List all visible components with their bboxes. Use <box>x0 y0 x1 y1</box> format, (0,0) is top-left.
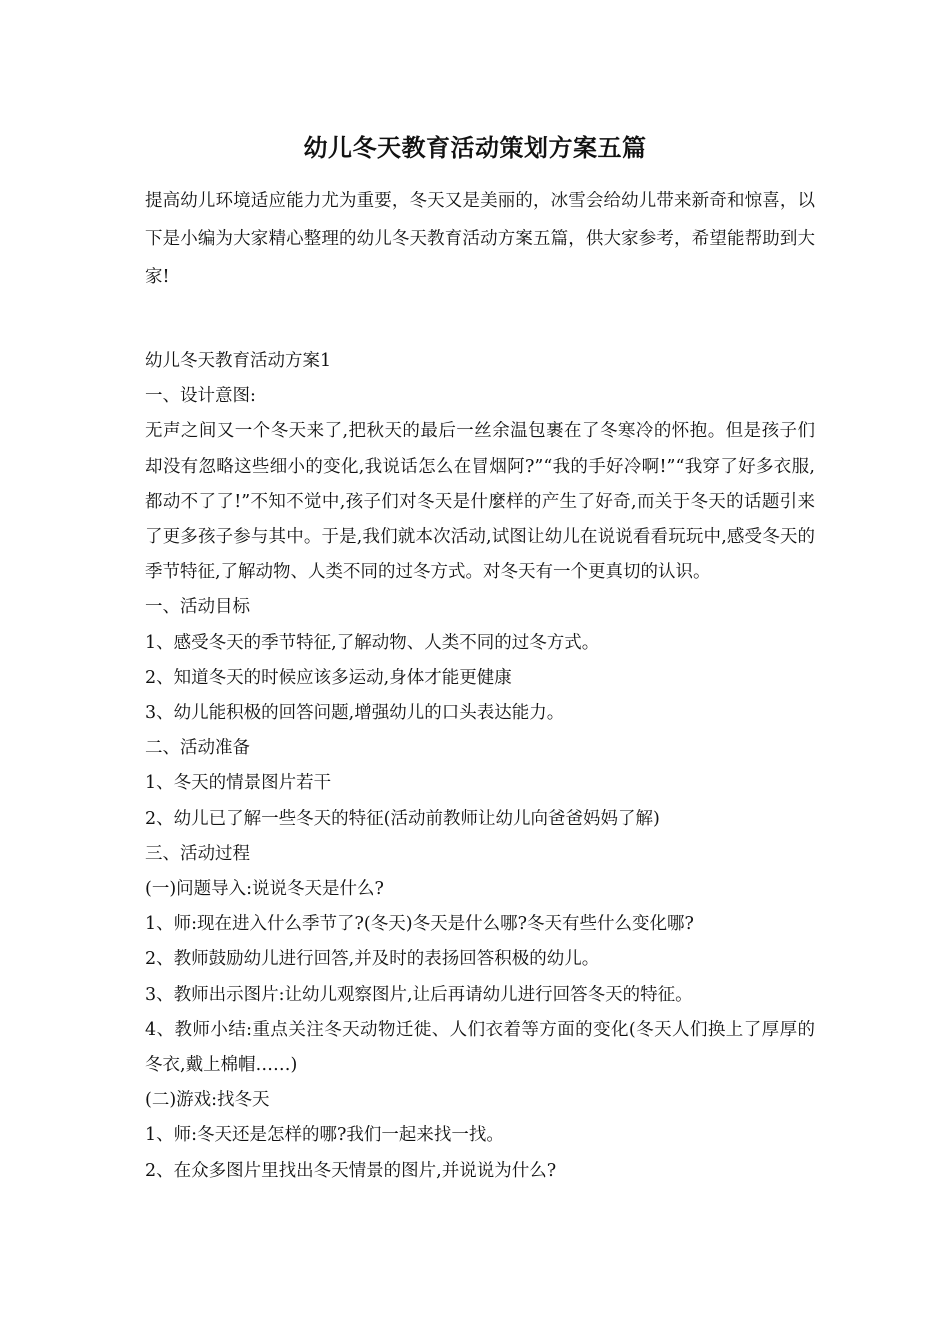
list-item: 3、幼儿能积极的回答问题,增强幼儿的口头表达能力。 <box>145 703 565 724</box>
blank-line <box>145 296 815 344</box>
subheading-game: (二)游戏:找冬天 <box>145 1090 270 1111</box>
section-heading: 幼儿冬天教育活动方案1 <box>145 351 332 371</box>
subheading-question: (一)问题导入:说说冬天是什么? <box>145 879 384 900</box>
list-item: 3、教师出示图片:让幼儿观察图片,让后再请幼儿进行回答冬天的特征。 <box>145 984 693 1005</box>
intro-paragraph: 提高幼儿环境适应能力尤为重要，冬天又是美丽的，冰雪会给幼儿带来新奇和惊喜，以下是小编为大家精心整理的幼儿冬天教育活动方案五篇，供大家参考，希望能帮助到大家! <box>145 191 815 287</box>
list-item: 1、师:冬天还是怎样的哪?我们一起来找一找。 <box>145 1125 504 1146</box>
subheading-goals: 一、活动目标 <box>145 597 250 618</box>
list-item: 2、知道冬天的时候应该多运动,身体才能更健康 <box>145 667 512 688</box>
subheading-preparation: 二、活动准备 <box>145 738 250 759</box>
list-item: 1、感受冬天的季节特征,了解动物、人类不同的过冬方式。 <box>145 632 600 653</box>
list-item: 4、教师小结:重点关注冬天动物迁徙、人们衣着等方面的变化(冬天人们换上了厚厚的冬衣,戴上棉帽……) <box>145 1019 815 1076</box>
document-body <box>145 182 815 1189</box>
list-item: 1、冬天的情景图片若干 <box>145 773 332 794</box>
list-item: 1、师:现在进入什么季节了?(冬天)冬天是什么哪?冬天有些什么变化哪? <box>145 914 694 935</box>
list-item: 2、幼儿已了解一些冬天的特征(活动前教师让幼儿向爸爸妈妈了解) <box>145 808 660 829</box>
document-title: 幼儿冬天教育活动策划方案五篇 <box>303 133 647 162</box>
list-item: 2、在众多图片里找出冬天情景的图片,并说说为什么? <box>145 1160 557 1181</box>
plan-section <box>145 344 815 1189</box>
paragraph-design-intent: 无声之间又一个冬天来了,把秋天的最后一丝余温包裹在了冬寒冷的怀抱。但是孩子们却没有忽略这些细小的变化,我说话怎么在冒烟阿?”“我的手好冷啊!”“我穿了好多衣服,都动不了了!”不知不觉中,孩子们对冬天是什麼样的产生了好奇,而关于冬天的话题引来了更多孩子参与其中。于是,我们就本次活动,试图让幼儿在说说看看玩玩中,感受冬天的季节特征,了解动物、人类不同的过冬方式。对冬天有一个更真切的认识。 <box>145 421 815 583</box>
subheading-process: 三、活动过程 <box>145 843 250 864</box>
list-item: 2、教师鼓励幼儿进行回答,并及时的表扬回答积极的幼儿。 <box>145 949 600 970</box>
subheading-design-intent: 一、设计意图: <box>145 386 256 407</box>
